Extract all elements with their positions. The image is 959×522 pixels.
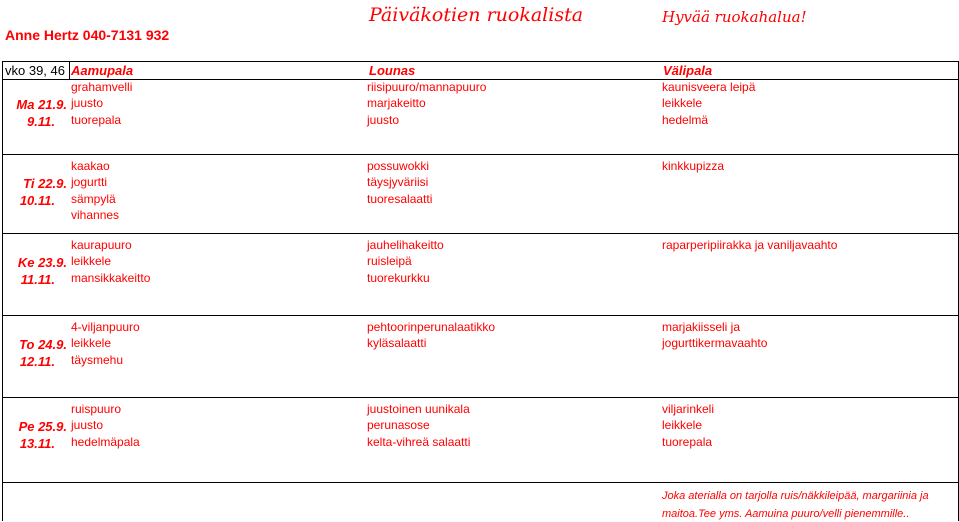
contact-info: Anne Hertz 040-7131 932: [5, 27, 170, 43]
day-label: To 24.9.: [19, 337, 67, 353]
breakfast-item: vihannes: [71, 207, 120, 222]
breakfast-item: kaakao: [71, 159, 110, 173]
lunch-item: riisipuuro/mannapuuro: [367, 80, 487, 94]
row-divider: [3, 154, 958, 155]
lunch-item: kyläsalaatti: [367, 336, 427, 351]
day-date-label: 13.11.: [19, 435, 55, 451]
breakfast-item: ruispuuro: [71, 402, 122, 416]
row-divider: [3, 233, 958, 234]
row-divider: [3, 482, 958, 483]
lunch-item: kelta-vihreä salaatti: [367, 434, 471, 449]
breakfast-item: leikkele: [71, 254, 112, 269]
week-label: vko 39, 46: [5, 63, 65, 78]
day-label: Ti 22.9.: [23, 176, 67, 192]
day-label: Ma 21.9.: [16, 97, 67, 113]
menu-table: [2, 61, 959, 521]
lunch-item: marjakeitto: [367, 96, 426, 111]
lunch-header: Lounas: [369, 63, 416, 78]
day-date-label: 12.11.: [19, 353, 55, 369]
lunch-item: tuoresalaatti: [367, 191, 433, 206]
lunch-item: juustoinen uunikala: [367, 402, 470, 416]
greeting-text: Hyvää ruokahalua!: [662, 8, 807, 26]
snack-item: raparperipiirakka ja vaniljavaahto: [662, 238, 838, 252]
footer-note-line2: maitoa.Tee yms. Aamuina puuro/velli pienemmille..: [662, 508, 910, 520]
breakfast-header: Aamupala: [71, 63, 134, 78]
day-date-label: 11.11.: [20, 271, 55, 287]
breakfast-item: juusto: [71, 418, 104, 433]
day-label: Ke 23.9.: [17, 255, 67, 271]
snack-item: viljarinkeli: [662, 402, 715, 416]
breakfast-item: 4-viljanpuuro: [71, 320, 140, 334]
breakfast-item: sämpylä: [71, 191, 116, 206]
snack-item: marjakiisseli ja: [662, 320, 741, 334]
day-date-label: 9.11.: [27, 113, 55, 129]
snack-item: kaunisveera leipä: [662, 80, 756, 94]
snack-item: leikkele: [662, 418, 703, 433]
snack-item: tuorepala: [662, 434, 713, 449]
day-date-label: 10.11.: [19, 192, 55, 208]
table-header: [3, 61, 958, 80]
footer-note-line1: Joka aterialla on tarjolla ruis/näkkileipää, margariinia ja: [662, 490, 929, 502]
breakfast-item: tuorepala: [71, 112, 122, 127]
day-label: Pe 25.9.: [18, 419, 67, 435]
breakfast-item: jogurtti: [71, 175, 108, 190]
breakfast-item: täysmehu: [71, 352, 124, 367]
lunch-item: juusto: [367, 112, 400, 127]
snack-item: jogurttikermavaahto: [662, 336, 768, 351]
breakfast-item: hedelmäpala: [71, 434, 140, 449]
breakfast-item: leikkele: [71, 336, 112, 351]
breakfast-item: grahamvelli: [71, 80, 133, 94]
lunch-item: ruisleipä: [367, 254, 412, 269]
breakfast-item: juusto: [71, 96, 104, 111]
page-title: Päiväkotien ruokalista: [369, 4, 584, 26]
breakfast-item: kaurapuuro: [71, 238, 132, 252]
snack-header: Välipala: [663, 63, 713, 78]
lunch-item: pehtoorinperunalaatikko: [367, 320, 496, 334]
snack-item: hedelmä: [662, 112, 709, 127]
row-divider: [3, 315, 958, 316]
row-divider: [3, 397, 958, 398]
lunch-item: täysjyväriisi: [367, 175, 429, 190]
snack-item: kinkkupizza: [662, 159, 725, 173]
lunch-item: possuwokki: [367, 159, 430, 173]
lunch-item: tuorekurkku: [367, 270, 430, 285]
breakfast-item: mansikkakeitto: [71, 270, 151, 285]
lunch-item: perunasose: [367, 418, 430, 433]
snack-item: leikkele: [662, 96, 703, 111]
lunch-item: jauhelihakeitto: [367, 238, 444, 252]
